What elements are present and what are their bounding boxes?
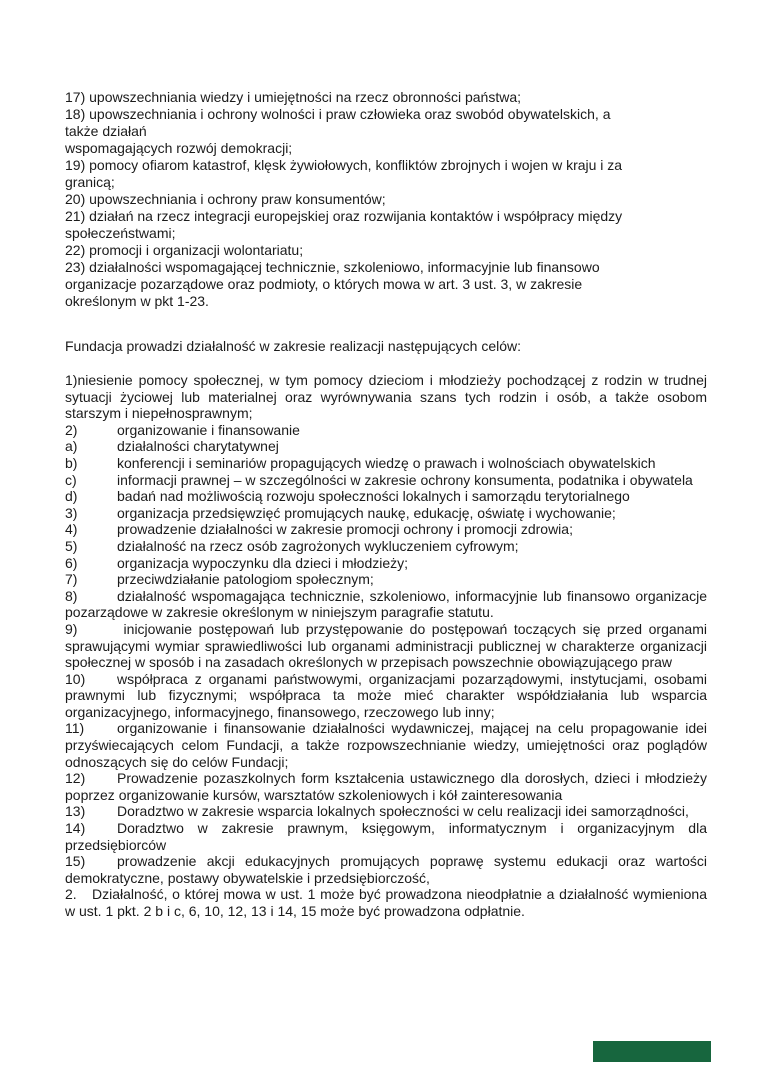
list-item-14 [65, 820, 707, 853]
intro-line: 18) upowszechniania i ochrony wolności i praw człowieka oraz swobód obywatelskich, a [65, 106, 611, 122]
list-item-text: działalność wspomagająca technicznie, szkoleniowo, informacyjnie lub finansowo organizacje pozarządowe w zakresie określonym w niniejszym paragrafie statutu. [65, 587, 707, 621]
list-item-text: przeciwdziałanie patologiom społecznym; [117, 571, 374, 588]
list-item-15 [65, 853, 707, 886]
list-item-marker: a) [65, 438, 78, 455]
intro-line: 19) pomocy ofiarom katastrof, klęsk żywiołowych, konfliktów zbrojnych i wojen w kraju i za [65, 157, 623, 173]
list-item-marker: 3) [65, 504, 78, 521]
list-item-9 [65, 621, 707, 671]
list-item-5 [65, 538, 707, 555]
list-item-ust-2 [65, 886, 707, 919]
intro-line: społeczeństwami; [65, 225, 176, 241]
list-item-text: organizowanie i finansowanie działalności wydawniczej, mającej na celu propagowanie idei przyświecających celom Fundacji, a także rozpowszechnianie wiedzy, umiejętności oraz poglądów odnoszących się do celów Fundacji; [65, 720, 707, 770]
list-item-1 [65, 372, 707, 422]
list-item-text: Doradztwo w zakresie prawnym, księgowym, informatycznym i organizacyjnym dla przedsiębiorców [65, 820, 707, 853]
intro-paragraph-items-17-23 [65, 89, 707, 310]
list-item-text: informacji prawnej – w szczególności w zakresie ochrony konsumenta, podatnika i obywatela [117, 471, 693, 488]
list-item-text: działalność na rzecz osób zagrożonych wykluczeniem cyfrowym; [117, 537, 519, 554]
list-item-text: 1)niesienie pomocy społecznej, w tym pomocy dzieciom i młodzieży pochodzącej z rodzin w trudnej sytuacji życiowej lub materialnej oraz wyrównywania szans tych rodzin i osób, a także osobom starszym i niepełnosprawnym; [65, 372, 707, 422]
list-item-marker: 8) [65, 587, 78, 604]
list-item-marker: b) [65, 454, 78, 471]
list-item-b [65, 455, 707, 472]
list-item-marker: 2) [65, 421, 78, 438]
list-item-marker: 9) [65, 620, 78, 637]
list-item-3 [65, 505, 707, 522]
list-item-text: prowadzenie akcji edukacyjnych promujących poprawę systemu edukacji oraz wartości demokratyczne, postawy obywatelskie i przedsiębiorczość, [65, 853, 707, 886]
list-item-a [65, 438, 707, 455]
list-item-marker: 7) [65, 571, 78, 588]
list-item-10 [65, 671, 707, 721]
list-item-2 [65, 422, 707, 439]
intro-line: wspomagających rozwój demokracji; [65, 140, 293, 156]
list-item-text: Działalność, o której mowa w ust. 1 może być prowadzona nieodpłatnie a działalność wymieniona w ust. 1 pkt. 2 b i c, 6, 10, 12, 13 i 14, 15 może być prowadzona odpłatnie. [65, 886, 707, 919]
list-item-text: organizacja przedsięwzięć promujących naukę, edukację, oświatę i wychowanie; [117, 504, 616, 521]
list-item-11 [65, 720, 707, 770]
intro-line: także działań [65, 123, 147, 139]
goals-list [65, 372, 707, 920]
list-item-marker: 15) [65, 853, 86, 870]
list-item-text: inicjowanie postępowań lub przystępowanie do postępowań toczących się przed organami sprawującymi wymiar sprawiedliwości lub organami administracji publicznej w charakterze organizacji społecznej w sposób i na zasadach określonych w przepisach powszechnie obowiązującego praw [65, 620, 707, 671]
list-item-marker: c) [65, 471, 77, 488]
list-item-8 [65, 588, 707, 621]
list-item-13 [65, 803, 707, 820]
list-item-marker: 11) [65, 720, 85, 737]
green-marker-bar [593, 1041, 711, 1062]
list-item-d [65, 488, 707, 505]
list-item-text: konferencji i seminariów propagujących wiedzę o prawach i wolnościach obywatelskich [117, 454, 656, 471]
list-item-marker: 2. [65, 886, 77, 903]
list-item-text: współpraca z organami państwowymi, organizacjami pozarządowymi, instytucjami, osobami prawnymi lub fizycznymi; współpraca ta może mieć charakter współdziałania lub wsparcia organizacyjnego, informacyjnego, finansowego, rzeczowego lub inny; [65, 670, 707, 720]
list-item-text: prowadzenie działalności w zakresie promocji ochrony i promocji zdrowia; [117, 521, 573, 538]
list-item-marker: 10) [65, 670, 86, 687]
list-item-6 [65, 555, 707, 572]
intro-line: 21) działań na rzecz integracji europejskiej oraz rozwijania kontaktów i współpracy między [65, 208, 623, 224]
intro-line: 23) działalności wspomagającej technicznie, szkoleniowo, informacyjnie lub finansowo [65, 259, 600, 275]
list-item-text: działalności charytatywnej [117, 438, 279, 455]
list-item-c [65, 472, 707, 489]
intro-line: określonym w pkt 1-23. [65, 293, 209, 309]
intro-line: organizacje pozarządowe oraz podmioty, o których mowa w art. 3 ust. 3, w zakresie [65, 276, 583, 292]
intro-line: granicą; [65, 174, 115, 190]
list-item-text: Prowadzenie pozaszkolnych form kształcenia ustawicznego dla dorosłych, dzieci i młodzieży poprzez organizowanie kursów, warsztatów szkoleniowych i kół zainteresowania [65, 770, 707, 803]
intro-line: 17) upowszechniania wiedzy i umiejętności na rzecz obronności państwa; [65, 89, 522, 105]
list-item-text: Doradztwo w zakresie wsparcia lokalnych społeczności w celu realizacji idei samorządności, [117, 803, 689, 820]
list-item-4 [65, 521, 707, 538]
list-item-marker: 6) [65, 554, 78, 571]
list-item-text: organizowanie i finansowanie [117, 421, 300, 438]
list-item-marker: 13) [65, 803, 86, 820]
list-item-7 [65, 571, 707, 588]
purpose-heading: Fundacja prowadzi działalność w zakresie realizacji następujących celów: [65, 338, 521, 354]
intro-line: 22) promocji i organizacji wolontariatu; [65, 242, 304, 258]
list-item-marker: 5) [65, 537, 78, 554]
list-item-marker: d) [65, 488, 78, 505]
list-item-marker: 14) [65, 820, 86, 837]
list-item-text: organizacja wypoczynku dla dzieci i młodzieży; [117, 554, 409, 571]
list-item-text: badań nad możliwością rozwoju społeczności lokalnych i samorządu terytorialnego [117, 488, 630, 505]
intro-line: 20) upowszechniania i ochrony praw konsumentów; [65, 191, 386, 207]
list-item-marker: 12) [65, 770, 86, 787]
list-item-marker: 4) [65, 521, 78, 538]
list-item-12 [65, 770, 707, 803]
